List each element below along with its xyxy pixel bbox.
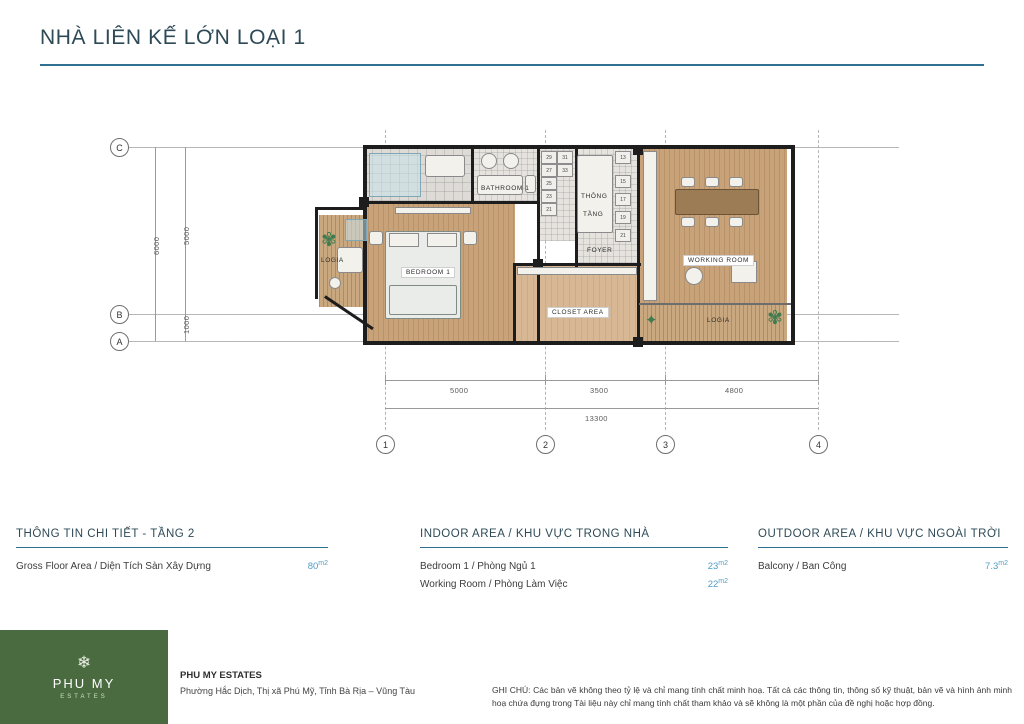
bathtub	[425, 155, 465, 177]
bookshelf	[643, 151, 657, 301]
bedroom-tv-console	[395, 207, 471, 214]
column-a	[359, 197, 369, 207]
stair-step-21b: 21	[615, 229, 631, 242]
info-outdoor-value-unit: m2	[998, 560, 1008, 567]
nightstand-right	[463, 231, 477, 245]
bed-linen	[389, 285, 457, 315]
plant-icon-logia-right: ✾	[767, 308, 783, 329]
work-chair-2	[705, 177, 719, 187]
pillow-1	[389, 233, 419, 247]
brand-logo-panel	[0, 630, 168, 724]
company-name: PHU MY ESTATES	[180, 670, 262, 681]
info-indoor-row-2	[420, 575, 728, 593]
dim-bottom-seg-3: 4800	[725, 386, 744, 395]
shower-enclosure	[369, 153, 421, 197]
work-chair-4	[681, 217, 695, 227]
brand-name: PHU MY	[52, 676, 116, 691]
closet-rail	[517, 267, 637, 275]
page-title: NHÀ LIÊN KẾ LỚN LOẠI 1	[40, 26, 306, 49]
company-info	[180, 670, 415, 696]
grid-bubble-a: A	[110, 332, 129, 351]
dim-line-bottom-total	[385, 408, 818, 409]
info-detail-heading: THÔNG TIN CHI TIẾT - TẦNG 2	[16, 528, 195, 540]
company-address: Phường Hắc Dịch, Thị xã Phú Mỹ, Tỉnh Bà Rịa – Vũng Tàu	[180, 686, 416, 696]
info-detail-divider	[16, 547, 328, 548]
stair-step-31: 31	[557, 151, 573, 164]
wall-bathroom-split	[471, 149, 474, 201]
info-outdoor-row	[758, 557, 1008, 575]
info-outdoor-label: Balcony / Ban Công	[758, 561, 847, 573]
info-detail-value-number: 80	[307, 561, 319, 573]
label-thong: THÔNG	[581, 193, 608, 200]
info-outdoor-block	[758, 528, 1008, 575]
info-indoor-value-1	[708, 560, 728, 572]
disclaimer-note: GHI CHÚ: Các bản vẽ không theo tỷ lệ và chỉ mang tính chất minh hoạ. Tất cả các thông tin, thông số kỹ thuật, bản vẽ và hình ảnh minh hoạ chứa đựng trong Tài liệu này chỉ mang tính chất tham khảo và sẽ không là một phần của đề nghị hoặc hợp đồng.	[492, 684, 1012, 708]
info-indoor-label-1: Bedroom 1 / Phòng Ngủ 1	[420, 561, 536, 573]
info-indoor-value-2-unit: m2	[718, 578, 728, 586]
grid-bubble-4: 4	[809, 435, 828, 454]
info-indoor-block	[420, 528, 728, 593]
dim-bottom-seg-1: 5000	[450, 386, 469, 395]
info-outdoor-divider	[758, 547, 1008, 548]
wall-logia-left-outer	[315, 207, 318, 299]
info-indoor-value-2	[708, 578, 728, 590]
label-bathroom-1: BATHROOM 1	[481, 185, 530, 192]
sink-basin-1	[481, 153, 497, 169]
stair-step-21: 21	[541, 203, 557, 216]
dim-tick-2	[545, 375, 546, 385]
stair-step-33: 33	[557, 164, 573, 177]
work-table	[675, 189, 759, 215]
stair-step-25: 25	[541, 177, 557, 190]
pillow-2	[427, 233, 457, 247]
stair-step-17: 17	[615, 193, 631, 206]
label-tang: TẦNG	[583, 211, 604, 218]
title-divider	[40, 64, 984, 66]
working-room-floor	[639, 149, 787, 309]
dim-left-inner-bottom: 1000	[182, 315, 191, 334]
wall-bedroom-top	[367, 201, 539, 204]
wall-stair-left	[537, 149, 540, 341]
plan-body	[285, 145, 815, 355]
column-c	[633, 337, 643, 347]
info-indoor-heading: INDOOR AREA / KHU VỰC TRONG NHÀ	[420, 528, 650, 540]
sink-basin-2	[503, 153, 519, 169]
grid-bubble-3: 3	[656, 435, 675, 454]
label-logia-right: LOGIA	[707, 317, 730, 324]
stair-step-27: 27	[541, 164, 557, 177]
info-outdoor-value	[985, 560, 1008, 572]
grid-bubble-b: B	[110, 305, 129, 324]
label-logia-left: LOGIA	[321, 257, 344, 264]
page-footer	[0, 630, 1024, 724]
stair-step-23: 23	[541, 190, 557, 203]
stair-step-15: 15	[615, 175, 631, 188]
bedroom-window-glass	[345, 219, 367, 241]
stair-step-29: 29	[541, 151, 557, 164]
dim-left-inner-top: 5000	[182, 226, 191, 245]
side-table	[329, 277, 341, 289]
info-outdoor-heading: OUTDOOR AREA / KHU VỰC NGOÀI TRỜI	[758, 528, 1002, 540]
work-chair-3	[729, 177, 743, 187]
info-indoor-divider	[420, 547, 728, 548]
dim-left-outer: 6000	[152, 236, 161, 255]
lounge-chair	[685, 267, 703, 285]
info-indoor-value-1-unit: m2	[718, 560, 728, 567]
grid-bubble-2: 2	[536, 435, 555, 454]
label-foyer: FOYER	[587, 247, 613, 254]
dim-tick-3	[665, 375, 666, 385]
wall-left-upper	[363, 145, 367, 205]
info-outdoor-value-number: 7.3	[985, 561, 999, 573]
column-d	[633, 145, 643, 155]
dim-tick-4	[818, 375, 819, 385]
wall-closet-left	[513, 263, 516, 341]
floor-plan-drawing	[60, 110, 964, 470]
brand-subtitle: ESTATES	[60, 694, 108, 700]
info-detail-label: Gross Floor Area / Diện Tích Sàn Xây Dựng	[16, 561, 211, 573]
info-indoor-value-2-number: 22	[707, 579, 719, 591]
label-working-room: WORKING ROOM	[683, 255, 754, 266]
dim-bottom-seg-2: 3500	[590, 386, 609, 395]
info-detail-value-unit: m2	[318, 560, 328, 567]
plant-icon-deck: ✦	[645, 312, 658, 329]
work-chair-5	[705, 217, 719, 227]
wall-right	[791, 145, 795, 345]
label-closet-area: CLOSET AREA	[547, 307, 609, 318]
info-detail-value	[308, 560, 328, 572]
dim-tick-1	[385, 375, 386, 385]
work-chair-1	[681, 177, 695, 187]
wall-bottom	[363, 341, 795, 345]
label-bedroom-1: BEDROOM 1	[401, 267, 455, 278]
wall-top	[363, 145, 795, 149]
stair-step-13: 13	[615, 151, 631, 164]
wall-logia-left-top	[315, 207, 365, 210]
flower-logo-icon: ❄	[76, 653, 92, 672]
info-indoor-value-1-number: 23	[707, 561, 719, 573]
plant-icon-logia-left: ✾	[321, 230, 337, 251]
grid-line-4	[818, 130, 819, 430]
info-detail-row	[16, 557, 328, 575]
grid-bubble-1: 1	[376, 435, 395, 454]
info-indoor-label-2: Working Room / Phòng Làm Việc	[420, 579, 568, 591]
wall-logia-right-divider	[639, 303, 791, 305]
dim-line-bottom-seg	[385, 380, 818, 381]
wall-working-left	[637, 149, 640, 341]
work-chair-6	[729, 217, 743, 227]
dim-bottom-total: 13300	[585, 414, 608, 423]
stair-step-19: 19	[615, 211, 631, 224]
info-indoor-row-1	[420, 557, 728, 575]
closet-floor	[515, 265, 639, 341]
nightstand-left	[369, 231, 383, 245]
info-detail-block	[16, 528, 328, 575]
grid-bubble-c: C	[110, 138, 129, 157]
